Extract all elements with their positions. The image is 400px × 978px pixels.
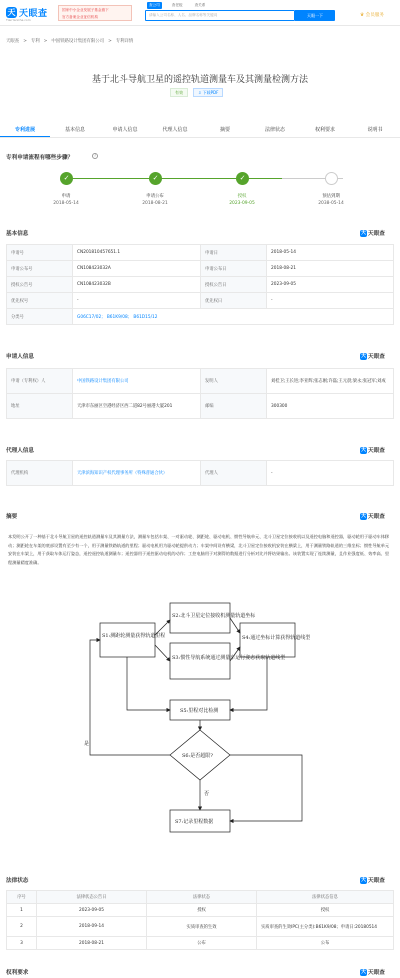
abstract-heading: 摘要 bbox=[6, 514, 18, 520]
logo-subtitle: TianYanCha.com bbox=[6, 18, 31, 22]
progress-heading: 专利申请流程有哪些步骤？ bbox=[6, 155, 74, 161]
tab-claims[interactable]: 权利要求 bbox=[314, 127, 335, 133]
download-icon: ⇩ bbox=[198, 90, 203, 95]
table-row: 申请（专利权）人 中国铁路设计集团有限公司 发明人 刘桂卫;王长进;李亚辉;张志刚;许磊;王元晨;梁永;张冠军;刘成 bbox=[7, 369, 394, 394]
search-tabs bbox=[147, 2, 215, 9]
search-button[interactable]: 天眼一下 bbox=[295, 10, 335, 21]
flowchart-figure bbox=[80, 595, 310, 855]
breadcrumb-company[interactable]: 中国铁路设计集团有限公司 bbox=[51, 39, 105, 44]
agent-heading: 代理人信息 bbox=[6, 448, 34, 454]
pending-icon bbox=[325, 172, 338, 185]
basic-heading: 基本信息 bbox=[6, 231, 29, 237]
table-row: 分类号 G06C17/02； B61K9/08； B61D15/12 bbox=[7, 309, 394, 325]
search-tab-company[interactable]: 查公司 bbox=[149, 3, 160, 7]
breadcrumb: 天眼查 > 专利 > 中国铁路设计集团有限公司 > 专利详情 bbox=[6, 39, 134, 44]
download-pdf-button[interactable]: ⇩ 下载PDF bbox=[193, 88, 223, 97]
agency-link[interactable]: 天津滨海知识产权代理事务所（特殊普通合伙） bbox=[73, 461, 201, 486]
step-date: 2018-08-21 bbox=[142, 201, 168, 206]
step-s1: S1:测距轮测量获得轨道里程 bbox=[102, 633, 166, 639]
tab-applicant[interactable]: 申请人信息 bbox=[112, 127, 138, 133]
brand-icon: 天 bbox=[360, 352, 366, 359]
table-row: 申请号 CN201810457651.1 申请日 2018-05-14 bbox=[7, 245, 394, 261]
applicant-heading: 申请人信息 bbox=[6, 354, 34, 360]
step-label: 授权 bbox=[237, 194, 247, 199]
brand-icon: 天 bbox=[360, 876, 366, 883]
brand-icon: 天 bbox=[360, 968, 366, 975]
table-row: 代理机构 天津滨海知识产权代理事务所（特殊普通合伙） 代理人 - bbox=[7, 461, 394, 486]
table-row: 3 2018-08-21 公布 公布 bbox=[7, 937, 394, 950]
classification-links[interactable]: G06C17/02； B61K9/08； B61D15/12 bbox=[73, 309, 394, 325]
legal-heading: 法律状态 bbox=[6, 878, 29, 884]
brand-logo: 天 天眼查 bbox=[360, 229, 385, 237]
tab-progress[interactable]: 专利进展 bbox=[0, 122, 50, 137]
step-s2: S2:北斗卫星定位接收机测量轨道坐标 bbox=[172, 613, 256, 619]
section-tabs bbox=[0, 122, 400, 138]
step-s4: S4:通过坐标计算获得轨道线型 bbox=[242, 635, 310, 641]
step-date: 2023-09-05 bbox=[229, 201, 255, 206]
tab-agent[interactable]: 代理人信息 bbox=[162, 127, 188, 133]
step-date: 2038-05-14 bbox=[318, 201, 344, 206]
status-badge: 有效 bbox=[170, 88, 188, 97]
vip-link[interactable]: ♛ 会员服务 bbox=[360, 13, 384, 18]
check-icon: ✓ bbox=[60, 172, 73, 185]
search-tab-relation[interactable]: 查关系 bbox=[194, 3, 206, 7]
breadcrumb-patent[interactable]: 专利 bbox=[30, 39, 40, 44]
search-tab-boss[interactable]: 查老板 bbox=[171, 3, 183, 7]
logo-icon: 天 bbox=[7, 8, 16, 17]
table-row: 地址 天津市东丽区空港经济区西二道82号丽港大厦201 邮编 300300 bbox=[7, 394, 394, 419]
applicant-table bbox=[6, 368, 394, 419]
step-s7: S7:记录里程数据 bbox=[175, 819, 214, 825]
yes-label: 是 bbox=[84, 741, 90, 747]
brand-logo: 天 天眼查 bbox=[360, 968, 385, 976]
legal-table bbox=[6, 890, 394, 950]
no-label: 否 bbox=[204, 791, 210, 797]
step-s3: S3:惯性导航系统通过测量车运行姿态获取轨道线型 bbox=[172, 655, 286, 661]
brand-logo: 天 天眼查 bbox=[360, 446, 385, 454]
tab-abstract[interactable]: 摘要 bbox=[219, 127, 230, 133]
table-header-row: 序号 法律状态公告日 法律状态 法律状态信息 bbox=[7, 891, 394, 904]
claims-heading: 权利要求 bbox=[6, 970, 29, 976]
page-title: 基于北斗导航卫星的遥控轨道测量车及其测量检测方法 bbox=[91, 75, 308, 85]
brand-logo: 天 天眼查 bbox=[360, 876, 385, 884]
tab-description[interactable]: 说明书 bbox=[367, 127, 383, 133]
table-row: 2 2018-09-14 实质审查的生效 实质审查的生效IPC(主分类):B61K9/08；申请日:20180514 bbox=[7, 917, 394, 937]
step-label: 预估到期 bbox=[322, 194, 340, 199]
help-icon[interactable]: ? bbox=[93, 153, 97, 158]
step-date: 2018-05-14 bbox=[53, 201, 79, 206]
table-row: 优先权号 - 优先权日 - bbox=[7, 293, 394, 309]
agent-table bbox=[6, 460, 394, 486]
applicant-link[interactable]: 中国铁路设计集团有限公司 bbox=[73, 369, 201, 394]
promo-banner[interactable] bbox=[58, 5, 132, 21]
promo-line-2: 官方备案企业征信机构 bbox=[62, 15, 98, 19]
check-icon: ✓ bbox=[149, 172, 162, 185]
breadcrumb-home[interactable]: 天眼查 bbox=[6, 39, 20, 44]
table-row: 申请公布号 CN108423032A 申请公布日 2018-08-21 bbox=[7, 261, 394, 277]
table-row: 1 2023-09-05 授权 授权 bbox=[7, 904, 394, 917]
abstract-text: 本发明公开了一种基于北斗导航卫星的遥控轨道测量车及其测量方法，测量车包括车架、一对驱动轮、测距轮、驱动电机、惯性导航单元、北斗卫星定位接收机以及遥控电脑和遥控器，驱动轮用于驱动车体移动；测距轮在车架的底部设置有至少有一个，用于测量铁路轨道的里程；驱动电机用为驱动轮提供动力；车架中间设有横梁，北斗卫星定位接收机安装在横梁上，用于测量铁路轨道的三维坐标；惯性导航单元安装在车架上，用于获取车体运行姿态，遥控遥控轨道测量车；遥控器用于遥控驱动电机的动作；工控电脑用于对测得的数据进行分析对比并将结果输出。该装置实现了连续测量，且作业强度低、效率高、里程测量精度准确。 bbox=[8, 534, 390, 565]
tab-legal[interactable]: 法律状态 bbox=[264, 127, 285, 133]
step-label: 申请 bbox=[61, 194, 71, 199]
brand-logo: 天 天眼查 bbox=[360, 512, 385, 520]
logo-text: 天眼查 bbox=[19, 9, 48, 19]
crown-icon: ♛ bbox=[360, 13, 366, 18]
promo-line-1: 国家中小企业发展子基金旗下 bbox=[62, 8, 109, 12]
basic-table bbox=[6, 244, 394, 325]
table-row: 授权公告号 CN108423032B 授权公告日 2023-09-05 bbox=[7, 277, 394, 293]
search-input[interactable]: 请输入公司名称、人名、品牌名称等关键词 bbox=[145, 10, 295, 21]
step-s5: S5:里程对比检测 bbox=[180, 708, 219, 714]
check-icon: ✓ bbox=[236, 172, 249, 185]
step-label: 申请公布 bbox=[146, 194, 164, 199]
breadcrumb-current: 专利详情 bbox=[115, 39, 134, 44]
brand-icon: 天 bbox=[360, 512, 366, 519]
brand-logo: 天 天眼查 bbox=[360, 352, 385, 360]
tab-basic[interactable]: 基本信息 bbox=[64, 127, 85, 133]
brand-icon: 天 bbox=[360, 446, 366, 453]
step-s6: S6:是否超限? bbox=[182, 753, 213, 759]
brand-icon: 天 bbox=[360, 229, 366, 236]
